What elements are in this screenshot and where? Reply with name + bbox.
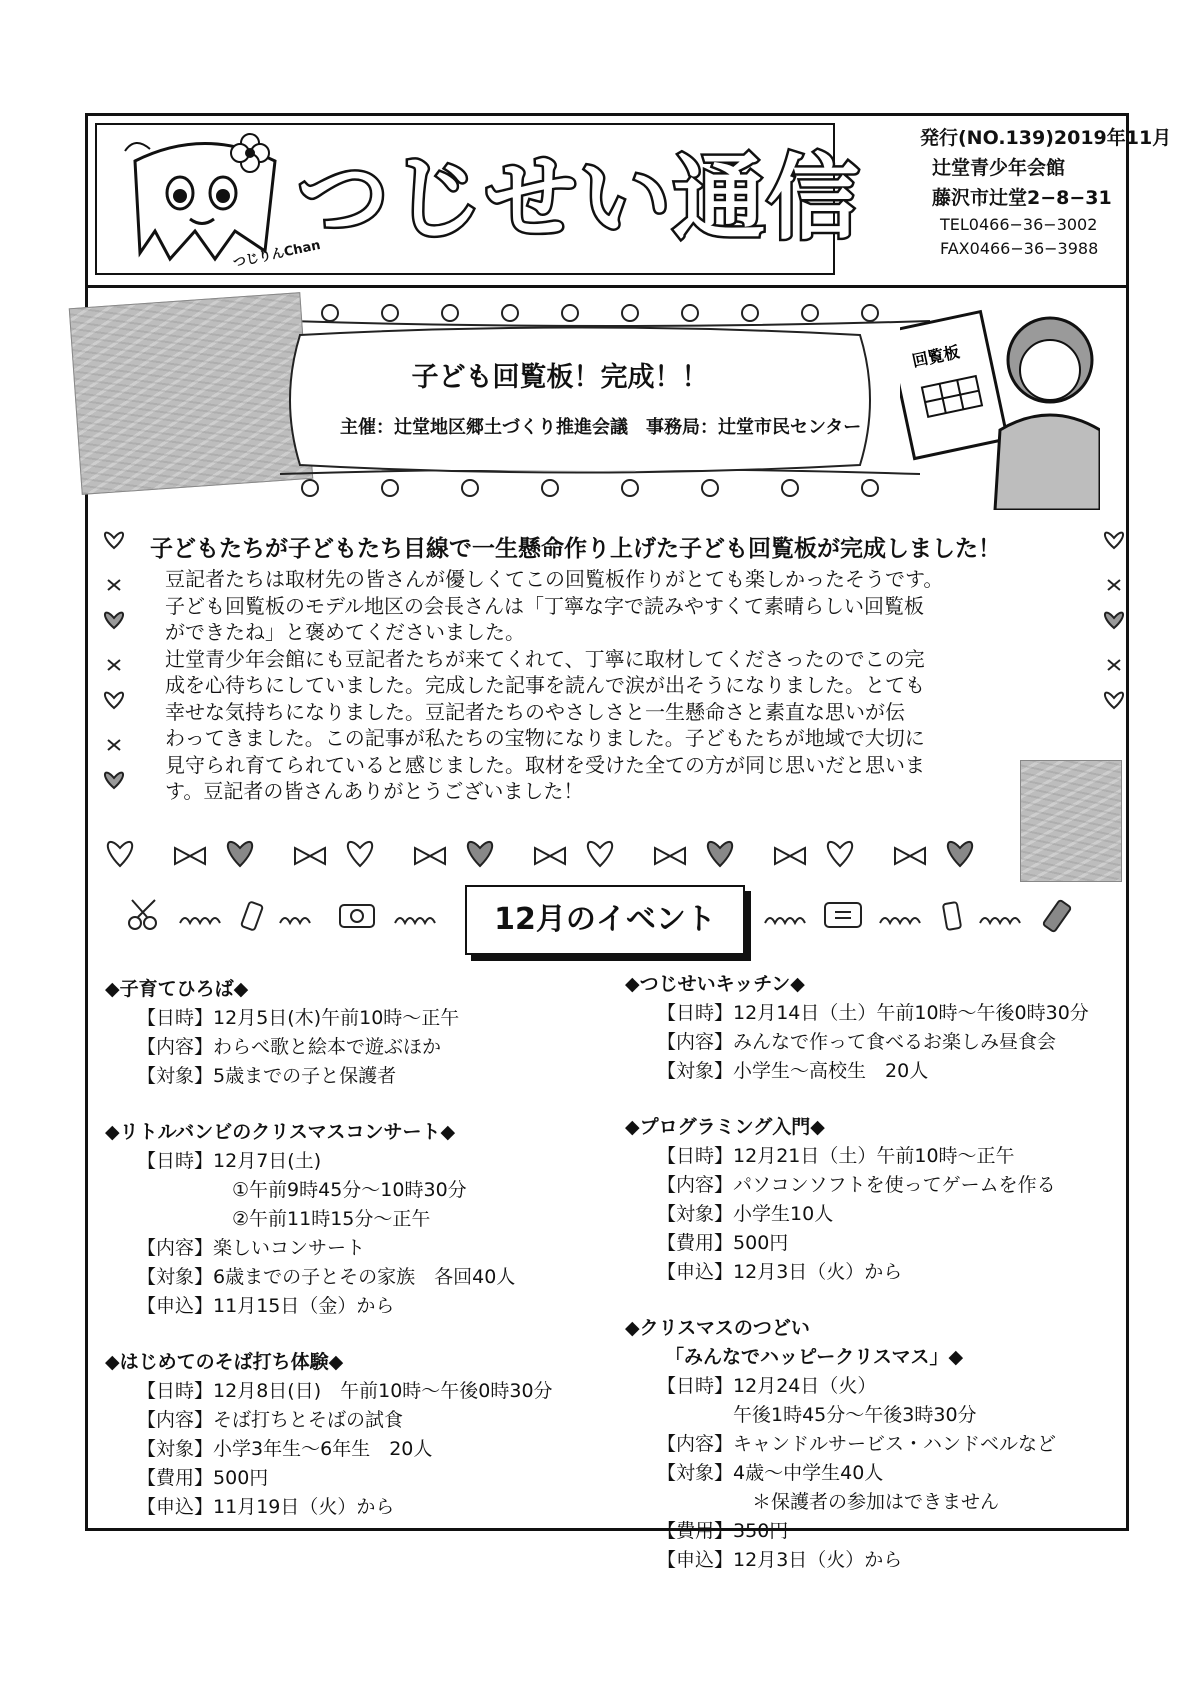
row-text: 500円 bbox=[733, 1232, 789, 1254]
row-text: ①午前9時45分～10時30分 bbox=[137, 1179, 467, 1201]
board-label: 回覧板 bbox=[910, 342, 962, 371]
masthead-box bbox=[95, 123, 862, 275]
row-text: 11月15日（金）から bbox=[213, 1295, 395, 1317]
event-detail-row bbox=[105, 1435, 625, 1464]
row-label: 【費用】 bbox=[137, 1467, 214, 1489]
cloud-banner-outline bbox=[280, 325, 880, 475]
row-label: 【対象】 bbox=[657, 1060, 734, 1082]
row-text: 午後1時45分～午後3時30分 bbox=[657, 1404, 977, 1426]
event-title: ◆リトルバンビのクリスマスコンサート◆ bbox=[105, 1121, 456, 1143]
publication-issue: 発行(NO.139)2019年11月 bbox=[920, 127, 1172, 149]
row-text: キャンドルサービス・ハンドベルなど bbox=[733, 1433, 1057, 1455]
facility-tel: TEL0466−36−3002 bbox=[940, 215, 1098, 234]
event-detail-row bbox=[105, 1377, 625, 1406]
row-text: パソコンソフトを使ってゲームを作る bbox=[733, 1174, 1056, 1196]
mascot-label: つじりんChan bbox=[231, 237, 322, 272]
feature-banner bbox=[280, 325, 930, 475]
masthead-title: つじせい通信 bbox=[297, 145, 862, 252]
article-line: ができたね」と褒めてくださいました。 bbox=[165, 620, 525, 644]
events-heading bbox=[465, 885, 745, 955]
event-detail-row bbox=[625, 1142, 1125, 1171]
row-text: 12月14日（土）午前10時～午後0時30分 bbox=[733, 1002, 1089, 1024]
row-text: 350円 bbox=[733, 1520, 789, 1542]
row-label: 【内容】 bbox=[657, 1031, 734, 1053]
decorative-border-top bbox=[290, 295, 930, 329]
row-text: 11月19日（火）から bbox=[213, 1496, 395, 1518]
row-text: 12月3日（火）から bbox=[733, 1549, 903, 1571]
row-label: 【内容】 bbox=[137, 1237, 214, 1259]
article-line: 豆記者たちは取材先の皆さんが優しくてこの回覧板作りがとても楽しかったそうです。 bbox=[165, 567, 944, 591]
row-text: ②午前11時15分～正午 bbox=[137, 1208, 431, 1230]
row-label: 【内容】 bbox=[657, 1174, 734, 1196]
row-text: 小学3年生～6年生 20人 bbox=[213, 1438, 433, 1460]
row-text: 12月5日(木)午前10時～正午 bbox=[213, 1007, 460, 1029]
stationery-icons-left bbox=[120, 895, 460, 935]
decorative-border-hearts bbox=[100, 832, 1030, 872]
row-text: そば打ちとそばの試食 bbox=[213, 1409, 404, 1431]
row-text: 12月21日（土）午前10時～正午 bbox=[733, 1145, 1015, 1167]
row-label: 【費用】 bbox=[657, 1232, 734, 1254]
event-detail-row bbox=[625, 1372, 1125, 1401]
event-detail-row bbox=[105, 1263, 625, 1292]
event-detail-row bbox=[625, 1401, 1125, 1430]
event-detail-row bbox=[105, 1062, 625, 1091]
event-detail-row bbox=[105, 1033, 625, 1062]
row-text: 6歳までの子とその家族 各回40人 bbox=[213, 1266, 516, 1288]
event-title: ◆つじせいキッチン◆ bbox=[625, 973, 805, 995]
row-label: 【対象】 bbox=[657, 1462, 734, 1484]
feature-organizer: 主催：辻堂地区郷土づくり推進会議 事務局：辻堂市民センター bbox=[340, 417, 862, 438]
row-text: 12月3日（火）から bbox=[733, 1261, 903, 1283]
event-detail-row bbox=[105, 1406, 625, 1435]
article-line: 成を心待ちにしていました。完成した記事を読んで涙が出そうになりました。とても bbox=[165, 673, 925, 697]
row-text: 12月24日（火） bbox=[733, 1375, 877, 1397]
row-label: 【対象】 bbox=[657, 1203, 734, 1225]
event-detail-row bbox=[625, 1517, 1125, 1546]
event-detail-row bbox=[625, 999, 1125, 1028]
row-text: わらべ歌と絵本で遊ぶほか bbox=[213, 1036, 442, 1058]
event-detail-row bbox=[625, 1258, 1125, 1287]
row-text: 12月7日(土) bbox=[213, 1150, 322, 1172]
girl-holding-board-illustration bbox=[900, 300, 1100, 510]
feature-headline: 子どもたちが子どもたち目線で一生懸命作り上げた子ども回覧板が完成しました！ bbox=[150, 536, 1001, 562]
event-detail-row bbox=[625, 1430, 1125, 1459]
events-heading-text: 12月のイベント bbox=[494, 902, 716, 937]
event-detail-row bbox=[105, 1147, 625, 1176]
board-photo bbox=[69, 292, 313, 495]
row-label: 【内容】 bbox=[137, 1036, 214, 1058]
row-text: 4歳～中学生40人 bbox=[733, 1462, 884, 1484]
article-line: わってきました。この記事が私たちの宝物になりました。子どもたちが地域で大切に bbox=[165, 726, 925, 750]
article-line: 辻堂青少年会館にも豆記者たちが来てくれて、丁寧に取材してくださったのでこの完 bbox=[165, 646, 925, 671]
event-title: ◆はじめてのそば打ち体験◆ bbox=[105, 1351, 344, 1373]
facility-fax: FAX0466−36−3988 bbox=[940, 239, 1099, 258]
row-text: みんなで作って食べるお楽しみ昼食会 bbox=[733, 1031, 1057, 1053]
row-label: 【日時】 bbox=[137, 1150, 214, 1172]
row-text: 12月8日(日) 午前10時～午後0時30分 bbox=[213, 1380, 553, 1402]
article-line: 見守られ育てられていると感じました。取材を受けた全ての方が同じ思いだと思いま bbox=[165, 752, 925, 777]
event-detail-row bbox=[625, 1028, 1125, 1057]
event-detail-row bbox=[625, 1171, 1125, 1200]
row-label: 【対象】 bbox=[137, 1438, 214, 1460]
masthead-header bbox=[85, 113, 1172, 288]
event-title: ◆子育てひろば◆ bbox=[105, 978, 249, 1000]
row-label: 【費用】 bbox=[657, 1520, 734, 1542]
row-label: 【対象】 bbox=[137, 1065, 214, 1087]
feature-title: 子ども回覧板！完成！！ bbox=[411, 362, 709, 393]
row-label: 【内容】 bbox=[657, 1433, 734, 1455]
event-detail-row bbox=[625, 1488, 1125, 1517]
event-detail-row bbox=[105, 1292, 625, 1321]
row-label: 【申込】 bbox=[137, 1496, 214, 1518]
row-label: 【日時】 bbox=[657, 1145, 734, 1167]
article-line: す。豆記者の皆さんありがとうございました！ bbox=[165, 779, 584, 803]
row-label: 【内容】 bbox=[137, 1409, 214, 1431]
row-text: 500円 bbox=[213, 1467, 269, 1489]
event-detail-row bbox=[625, 1229, 1125, 1258]
row-text: 小学生10人 bbox=[733, 1203, 834, 1225]
row-label: 【申込】 bbox=[137, 1295, 214, 1317]
events-left-column bbox=[105, 975, 625, 1522]
event-detail-row bbox=[625, 1459, 1125, 1488]
event-detail-row bbox=[105, 1234, 625, 1263]
row-label: 【対象】 bbox=[137, 1266, 214, 1288]
stationery-icons-right bbox=[760, 895, 1090, 935]
facility-address: 藤沢市辻堂2−8−31 bbox=[932, 187, 1112, 209]
event-detail-row bbox=[105, 1464, 625, 1493]
row-label: 【申込】 bbox=[657, 1549, 734, 1571]
event-subtitle: 「みんなでハッピークリスマス」◆ bbox=[665, 1346, 964, 1368]
row-text: ＊保護者の参加はできません bbox=[657, 1491, 1000, 1513]
publication-info bbox=[920, 123, 1200, 261]
article-line: 子ども回覧板のモデル地区の会長さんは「丁寧な字で読みやすくて素晴らしい回覧板 bbox=[165, 593, 924, 618]
row-text: 小学生～高校生 20人 bbox=[733, 1060, 929, 1082]
event-detail-row bbox=[625, 1546, 1125, 1575]
event-detail-row bbox=[105, 1205, 625, 1234]
feature-article bbox=[165, 566, 1025, 805]
event-detail-row bbox=[105, 1493, 625, 1522]
row-label: 【申込】 bbox=[657, 1261, 734, 1283]
article-line: 幸せな気持ちになりました。豆記者たちのやさしさと一生懸命さと素直な思いが伝 bbox=[165, 699, 905, 724]
event-detail-row bbox=[625, 1200, 1125, 1229]
decorative-border-cats bbox=[280, 470, 920, 500]
event-title: ◆クリスマスのつどい bbox=[625, 1317, 810, 1339]
row-label: 【日時】 bbox=[137, 1007, 214, 1029]
left-heart-ribbon-column bbox=[100, 520, 128, 820]
events-right-column bbox=[625, 970, 1125, 1575]
row-label: 【日時】 bbox=[137, 1380, 214, 1402]
row-label: 【日時】 bbox=[657, 1002, 734, 1024]
event-title: ◆プログラミング入門◆ bbox=[625, 1116, 825, 1138]
event-detail-row bbox=[625, 1057, 1125, 1086]
row-label: 【日時】 bbox=[657, 1375, 734, 1397]
row-text: 5歳までの子と保護者 bbox=[213, 1065, 397, 1087]
facility-name: 辻堂青少年会館 bbox=[932, 157, 1066, 179]
article-photo bbox=[1020, 760, 1122, 882]
event-detail-row bbox=[105, 1004, 625, 1033]
event-detail-row bbox=[105, 1176, 625, 1205]
row-text: 楽しいコンサート bbox=[213, 1237, 366, 1259]
